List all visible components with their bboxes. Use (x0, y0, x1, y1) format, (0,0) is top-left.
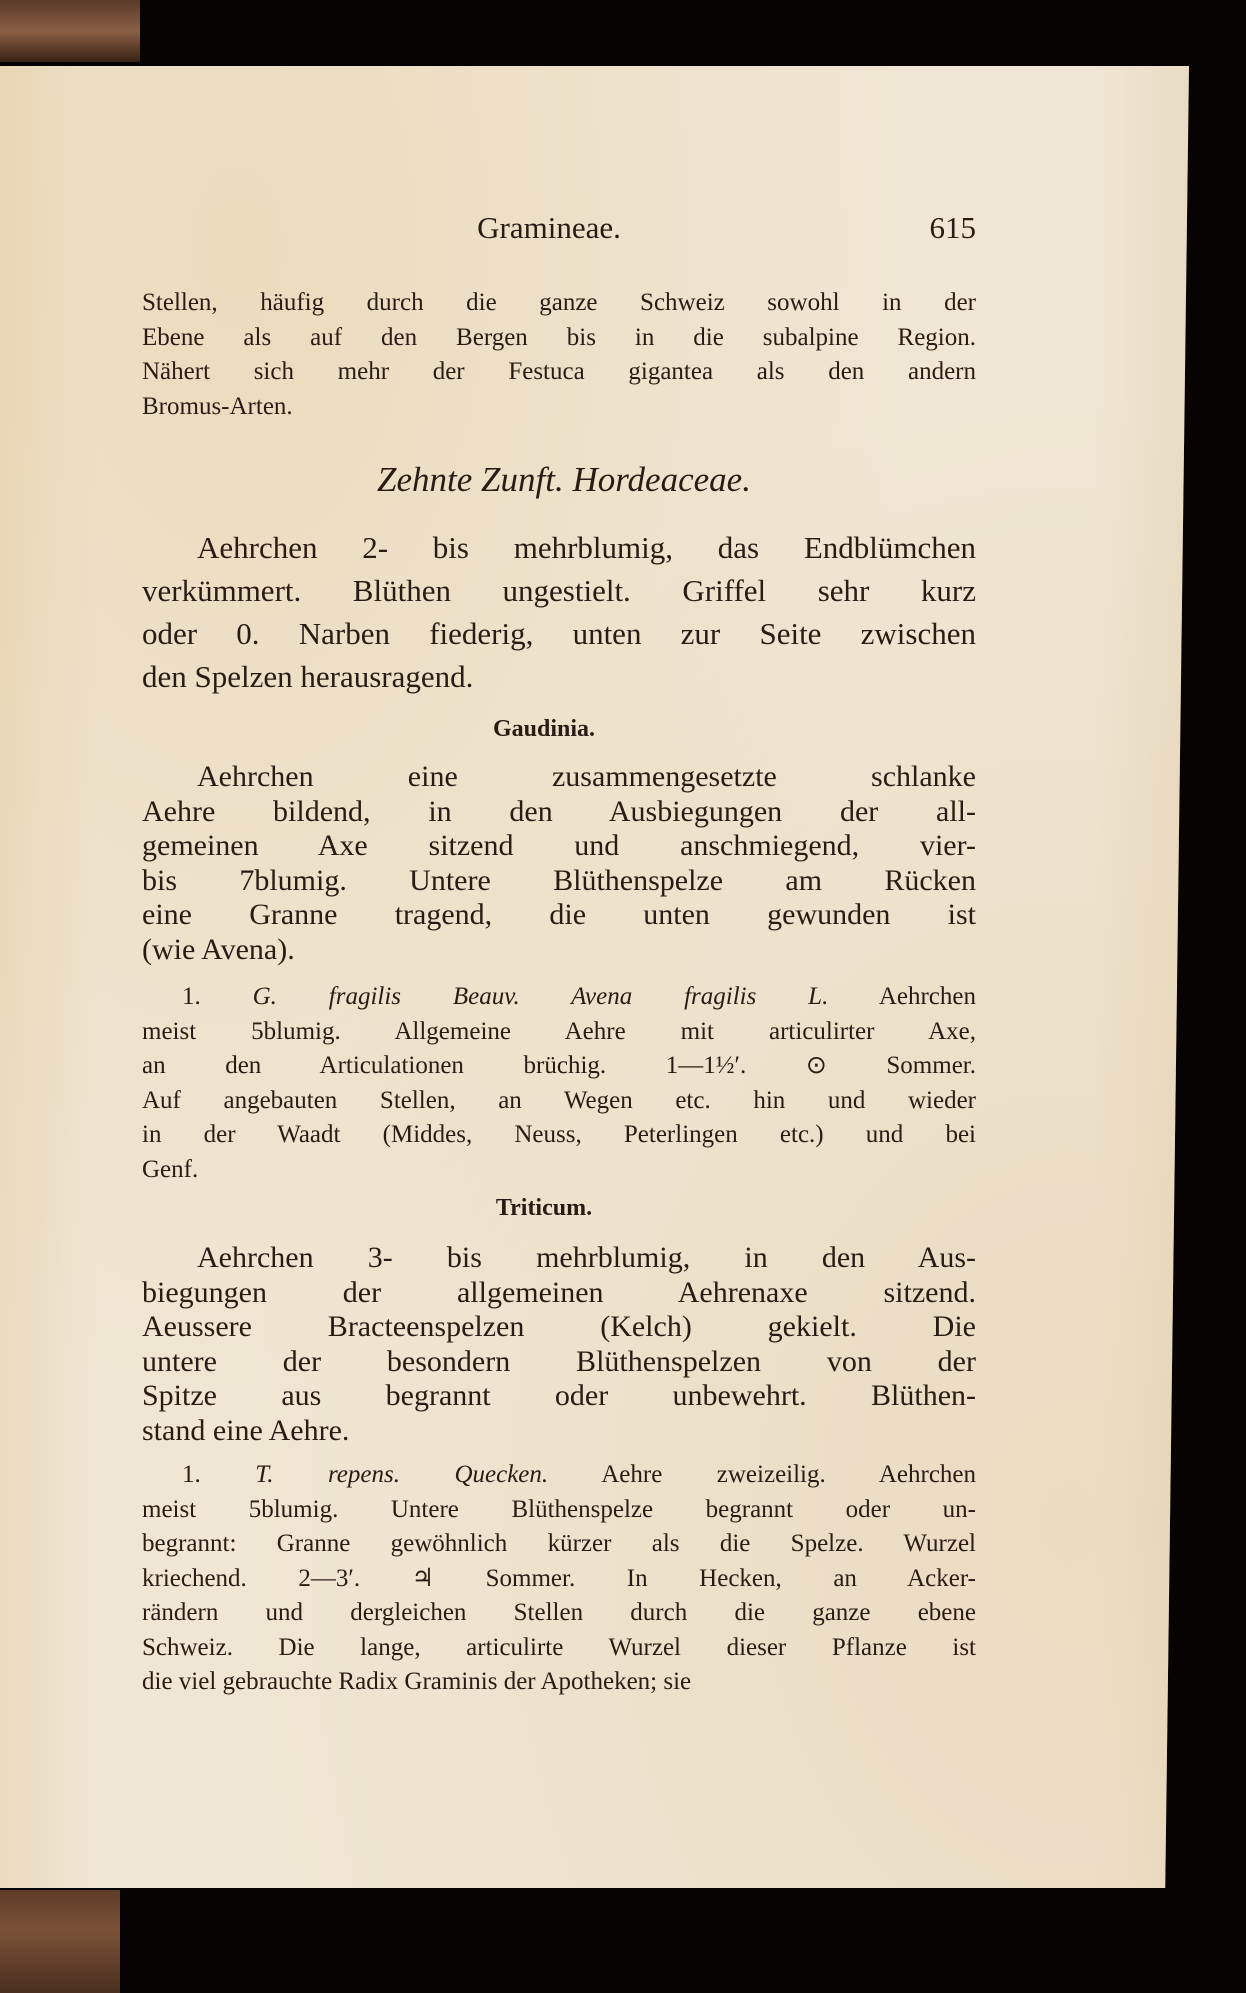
text-line (142, 1596, 976, 1631)
text-segment: in der Waadt (Middes, Neuss, Peterlingen etc.) und bei (142, 1121, 976, 1148)
paragraph-gaudinia (142, 760, 976, 967)
text-segment: Genf. (142, 1155, 199, 1183)
text-line (142, 1493, 976, 1528)
running-title: Gramineae. (477, 210, 621, 245)
text-segment: Ebene als auf den Bergen bis in die subalpine Region. (142, 323, 976, 351)
text-line (142, 1015, 976, 1050)
italic-text: T. repens. Quecken. (255, 1461, 549, 1488)
text-segment: rändern und dergleichen Stellen durch die ganze ebene (142, 1599, 976, 1626)
text-line (142, 1084, 976, 1119)
text-line (142, 864, 976, 899)
text-segment: Stellen, häufig durch die ganze Schweiz sowohl in der (142, 289, 976, 316)
text-line (142, 1458, 976, 1493)
text-segment: Bromus-Arten. (142, 392, 293, 420)
text-line (142, 1527, 976, 1562)
running-header (142, 210, 976, 248)
text-line (142, 933, 976, 968)
book-edge (0, 0, 140, 62)
text-line (142, 980, 976, 1015)
text-line (142, 355, 976, 390)
text-segment: eine Granne tragend, die unten gewunden ist (142, 898, 976, 931)
text-segment: gemeinen Axe sitzend und anschmiegend, vier- (142, 829, 976, 862)
text-segment: Aehrchen (828, 983, 976, 1010)
text-line (142, 1414, 976, 1449)
text-line (142, 1562, 976, 1597)
text-segment: stand eine Aehre. (142, 1413, 350, 1447)
paragraph-hordeaceae (142, 526, 976, 698)
text-line (142, 1153, 976, 1188)
species-t-repens (142, 1458, 976, 1700)
text-line (142, 1118, 976, 1153)
text-segment: 1. (182, 983, 253, 1010)
text-segment: biegungen der allgemeinen Aehrenaxe sitzend. (142, 1275, 976, 1309)
text-line (142, 829, 976, 864)
text-segment: verkümmert. Blüthen ungestielt. Griffel sehr kurz (142, 573, 976, 608)
text-segment: Aehre bildend, in den Ausbiegungen der all- (142, 794, 976, 828)
text-line (142, 1049, 976, 1084)
text-line (142, 1345, 976, 1380)
text-line (142, 526, 976, 569)
text-segment: oder 0. Narben fiederig, unten zur Seite zwischen (142, 616, 976, 651)
text-line (142, 1276, 976, 1311)
text-line (142, 1631, 976, 1666)
text-segment: Schweiz. Die lange, articulirte Wurzel dieser Pflanze ist (142, 1633, 976, 1661)
text-segment: kriechend. 2—3′. ♃ Sommer. In Hecken, an Acker- (142, 1564, 976, 1592)
text-segment: an den Articulationen brüchig. 1—1½′. ⊙ Sommer. (142, 1052, 976, 1079)
text-segment: meist 5blumig. Allgemeine Aehre mit articulirter Axe, (142, 1017, 976, 1045)
text-segment: den Spelzen herausragend. (142, 659, 474, 694)
text-line (142, 612, 976, 655)
text-segment: Aehrchen 2- bis mehrblumig, das Endblümchen (197, 530, 976, 565)
text-line (142, 898, 976, 933)
book-edge (0, 1890, 120, 1993)
genus-heading-gaudinia: Gaudinia. (492, 716, 596, 742)
text-segment: begrannt: Granne gewöhnlich kürzer als die Spelze. Wurzel (142, 1530, 976, 1557)
text-segment: untere der besondern Blüthenspelzen von der (142, 1344, 976, 1378)
paragraph-continuation (142, 286, 976, 424)
text-segment: Auf angebauten Stellen, an Wegen etc. hin und wieder (142, 1086, 976, 1114)
text-line (142, 1241, 976, 1276)
page-number: 615 (929, 210, 976, 245)
genus-heading-triticum: Triticum. (495, 1195, 593, 1221)
text-segment: bis 7blumig. Untere Blüthenspelze am Rücken (142, 863, 976, 897)
text-segment: Aehrchen 3- bis mehrblumig, in den Aus- (197, 1241, 976, 1274)
text-line (142, 321, 976, 356)
italic-text: G. fragilis Beauv. Avena fragilis L. (252, 983, 829, 1010)
text-line (142, 569, 976, 612)
text-line (142, 795, 976, 830)
text-segment: Aeussere Bracteenspelzen (Kelch) gekielt. Die (142, 1310, 976, 1343)
text-segment: Nähert sich mehr der Festuca gigantea als den andern (142, 358, 976, 385)
text-line (142, 390, 976, 425)
text-line (142, 1379, 976, 1414)
text-line (142, 1665, 976, 1700)
text-segment: Aehre zweizeilig. Aehrchen (548, 1461, 977, 1488)
text-line (142, 286, 976, 321)
text-segment: Aehrchen eine zusammengesetzte schlanke (197, 760, 976, 793)
text-segment: meist 5blumig. Untere Blüthenspelze begrannt oder un- (142, 1495, 976, 1523)
text-line (142, 655, 976, 698)
species-g-fragilis (142, 980, 976, 1187)
text-line (142, 760, 976, 795)
text-segment: 1. (182, 1461, 256, 1488)
text-segment: die viel gebrauchte Radix Graminis der Apotheken; sie (142, 1668, 692, 1695)
paragraph-triticum (142, 1241, 976, 1448)
text-segment: (wie Avena). (142, 932, 295, 966)
text-segment: Spitze aus begrannt oder unbewehrt. Blüthen- (142, 1379, 976, 1412)
text-line (142, 1310, 976, 1345)
section-title: Zehnte Zunft. Hordeaceae. (377, 460, 751, 499)
